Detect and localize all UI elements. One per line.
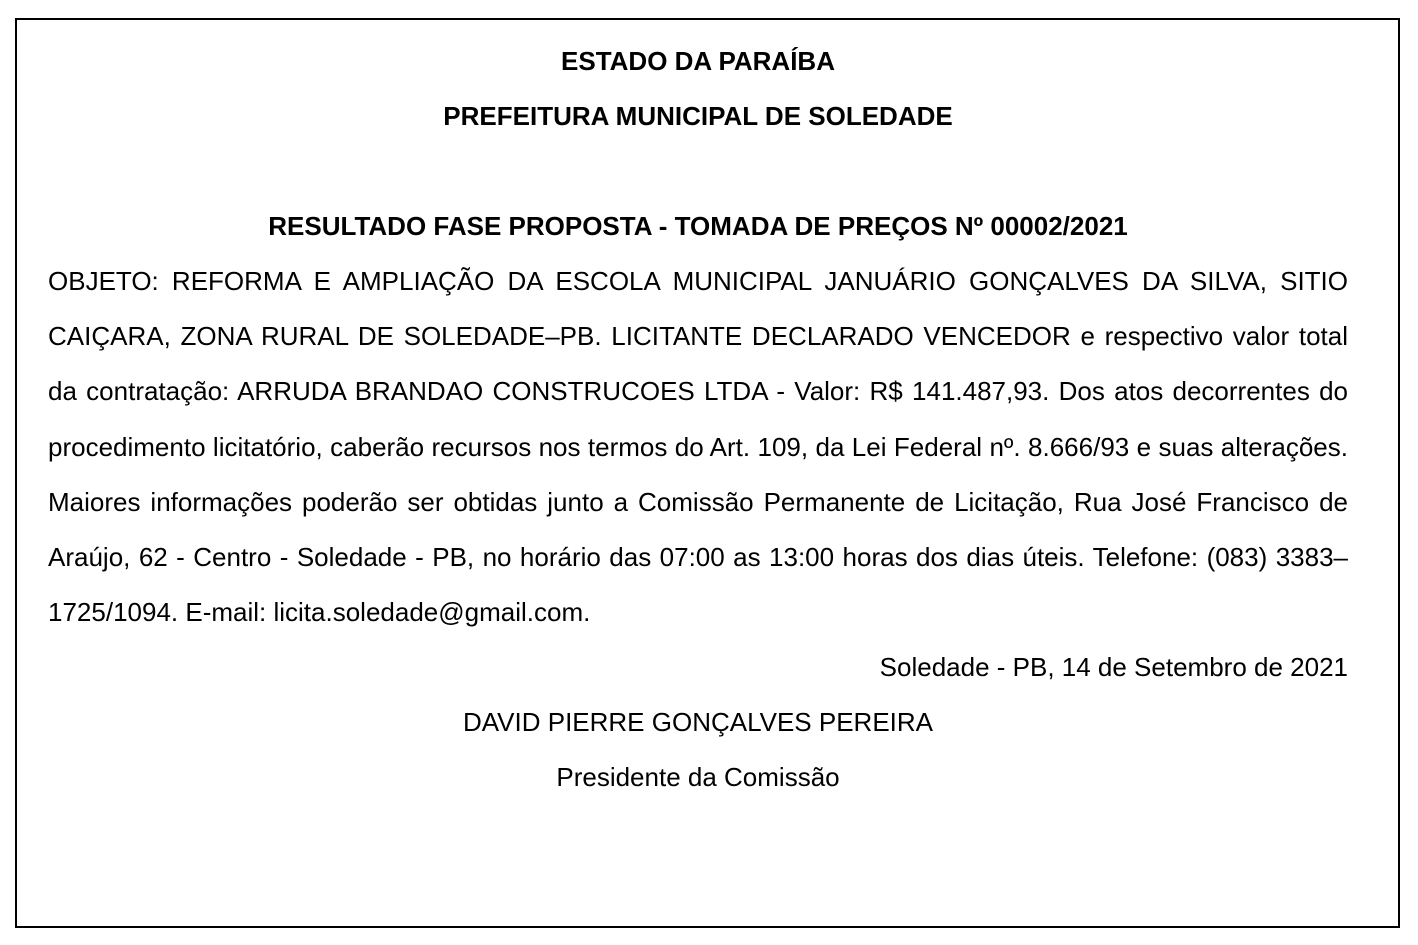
- heading-spacer: [48, 144, 1348, 199]
- state-heading: ESTADO DA PARAÍBA: [561, 46, 835, 76]
- document-content: [48, 34, 1348, 805]
- date-line: Soledade - PB, 14 de Setembro de 2021: [879, 652, 1348, 683]
- notice-title: RESULTADO FASE PROPOSTA - TOMADA DE PREÇOS Nº 00002/2021: [268, 211, 1128, 241]
- signer-name: DAVID PIERRE GONÇALVES PEREIRA: [462, 707, 934, 738]
- notice-body: OBJETO: REFORMA E AMPLIAÇÃO DA ESCOLA MUNICIPAL JANUÁRIO GONÇALVES DA SILVA, SITIO CAIÇARA, ZONA RURAL DE SOLEDADE–PB. LICITANTE DECLARADO VENCEDOR e respectivo valor total da contratação: ARRUDA BRANDAO CONSTRUCOES LTDA - Valor: R$ 141.487,93. Dos atos decorrentes do procedimento licitatório, caberão recursos nos termos do Art. 109, da Lei Federal nº. 8.666/93 e suas alterações. Maiores informações poderão ser obtidas junto a Comissão Permanente de Licitação, Rua José Francisco de Araújo, 62 - Centro - Soledade - PB, no horário das 07:00 as 13:00 horas dos dias úteis. Telefone: (083) 3383–1725/1094. E-mail: licita.soledade@gmail.com.: [48, 266, 1348, 628]
- signer-role: Presidente da Comissão: [556, 762, 840, 793]
- municipality-heading: PREFEITURA MUNICIPAL DE SOLEDADE: [443, 101, 953, 131]
